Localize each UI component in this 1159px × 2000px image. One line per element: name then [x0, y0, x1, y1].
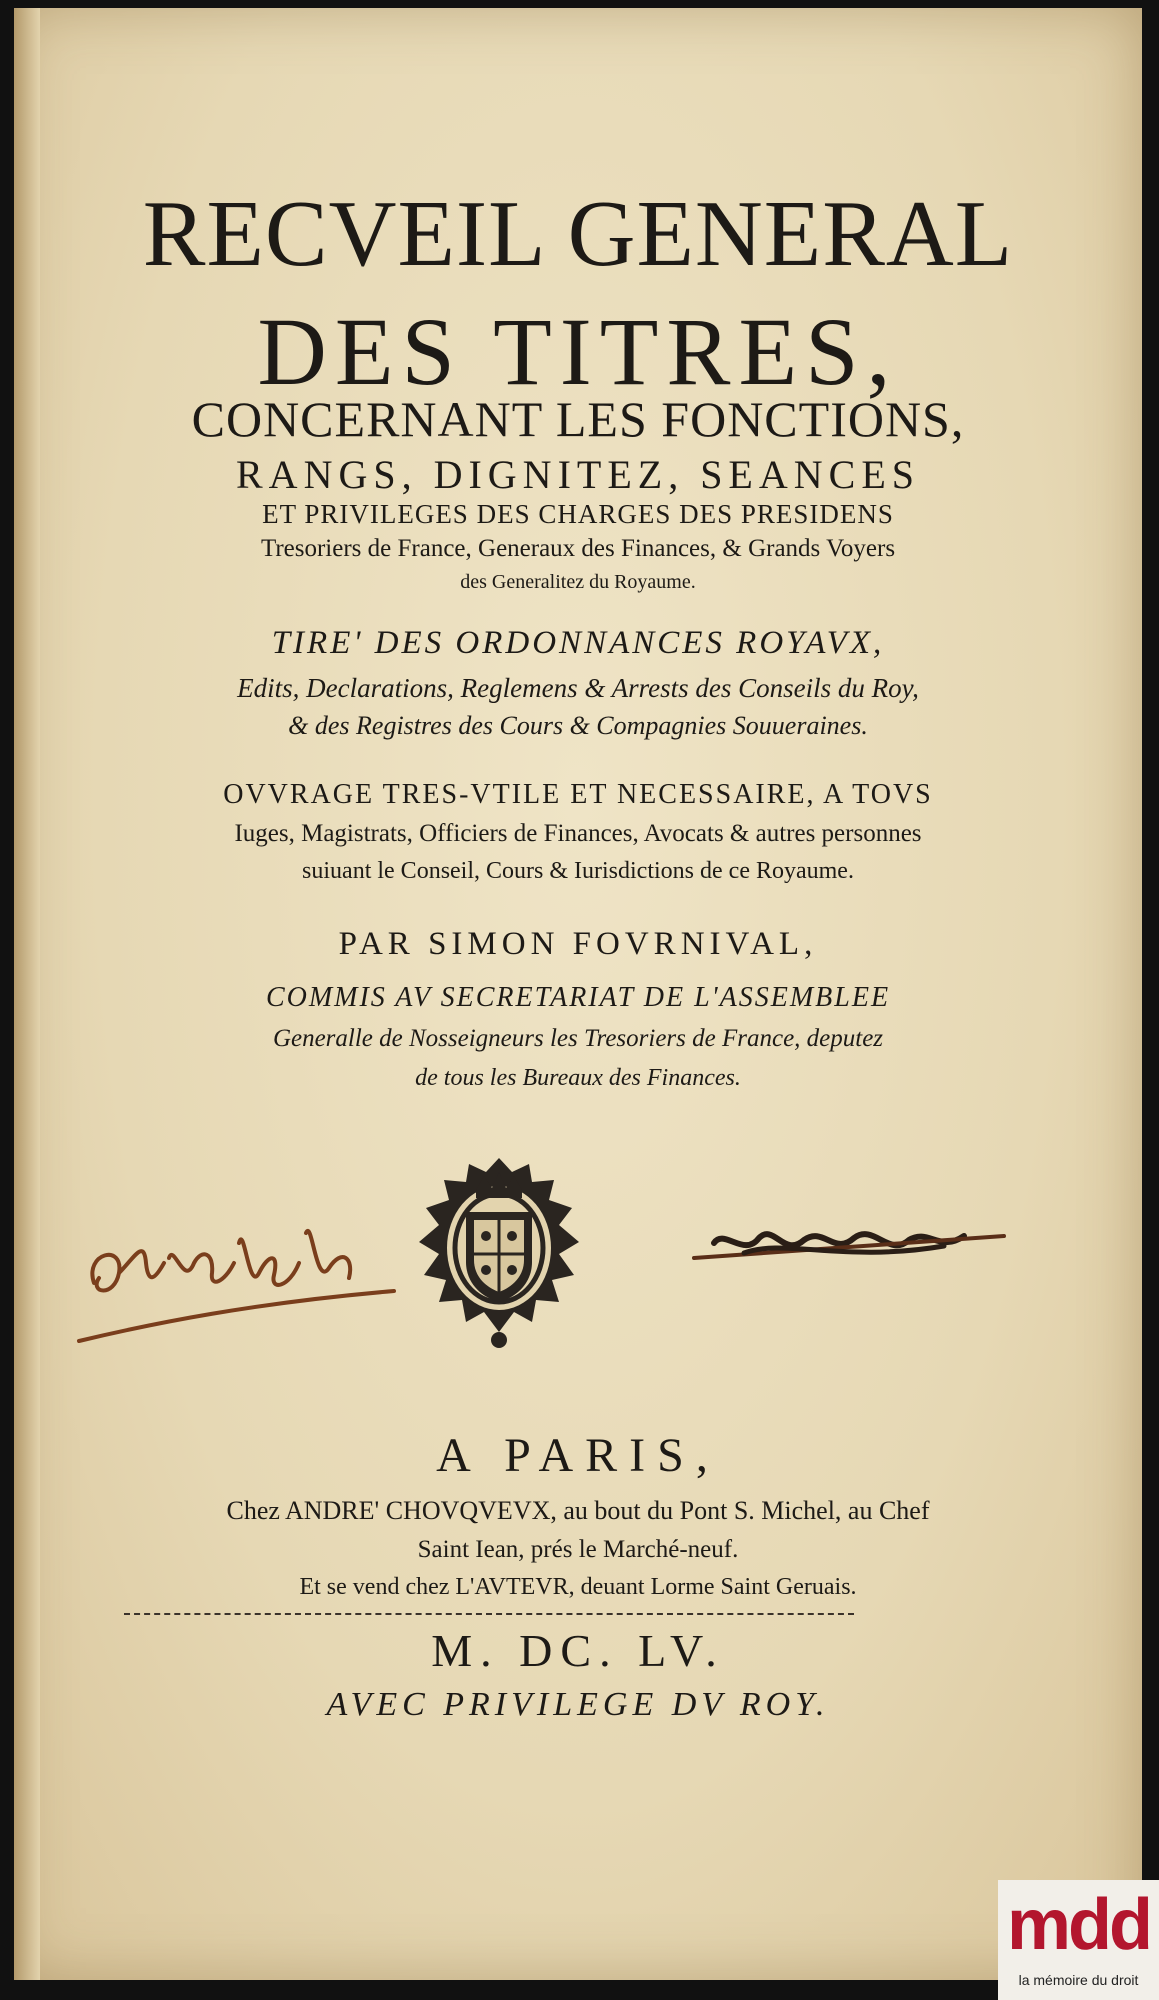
commission-line-1: COMMIS AV SECRETARIAT DE L'ASSEMBLEE: [265, 982, 891, 1013]
royal-arms-emblem-icon: [404, 1150, 594, 1355]
title-line-6: Tresoriers de France, Generaux des Finances, & Grands Voyers: [260, 535, 896, 562]
mdd-logo: mdd: [1007, 1885, 1150, 1965]
divider-rule: [124, 1613, 854, 1615]
source-line-2: Edits, Declarations, Reglemens & Arrests des Conseils du Roy,: [237, 673, 919, 703]
source-line-3: & des Registres des Cours & Compagnies Souueraines.: [288, 711, 868, 740]
title-line-5: ET PRIVILEGES DES CHARGES DES PRESIDENS: [262, 499, 894, 529]
title-line-1: RECVEIL GENERAL: [142, 182, 1014, 286]
title-page: [14, 8, 1142, 1980]
commission-line-3: de tous les Bureaux des Finances.: [415, 1065, 741, 1091]
purpose-line-2: Iuges, Magistrats, Officiers de Finances, Avocats & autres personnes: [234, 820, 922, 847]
handwritten-signature-right-icon: [684, 1218, 1014, 1278]
royal-privilege: AVEC PRIVILEGE DV ROY.: [326, 1686, 830, 1723]
purpose-line-3: suiuant le Conseil, Cours & Iurisdictions de ce Royaume.: [302, 858, 854, 884]
imprint-city: A PARIS,: [436, 1429, 720, 1482]
handwritten-signature-left-icon: [74, 1203, 404, 1353]
imprint-line-3: Et se vend chez L'AVTEVR, deuant Lorme Saint Geruais.: [299, 1574, 857, 1600]
mdd-watermark: [998, 1880, 1159, 2000]
mdd-tagline: la mémoire du droit: [1018, 1972, 1139, 1988]
author-line: PAR SIMON FOVRNIVAL,: [338, 926, 818, 962]
title-line-7: des Generalitez du Royaume.: [460, 571, 696, 593]
purpose-line-1: OVVRAGE TRES-VTILE ET NECESSAIRE, A TOVS: [223, 779, 933, 810]
publication-date: M. DC. LV.: [431, 1625, 725, 1676]
imprint-line-2: Saint Iean, prés le Marché-neuf.: [417, 1536, 739, 1563]
commission-line-2: Generalle de Nosseigneurs les Tresoriers de France, deputez: [272, 1025, 884, 1052]
source-line-1: TIRE' DES ORDONNANCES ROYAVX,: [271, 625, 885, 661]
imprint-line-1: Chez ANDRE' CHOVQVEVX, au bout du Pont S. Michel, au Chef: [226, 1496, 930, 1525]
title-line-3: CONCERNANT LES FONCTIONS,: [191, 391, 965, 447]
title-line-2: DES TITRES,: [257, 298, 899, 405]
title-line-4: RANGS, DIGNITEZ, SEANCES: [236, 452, 920, 497]
